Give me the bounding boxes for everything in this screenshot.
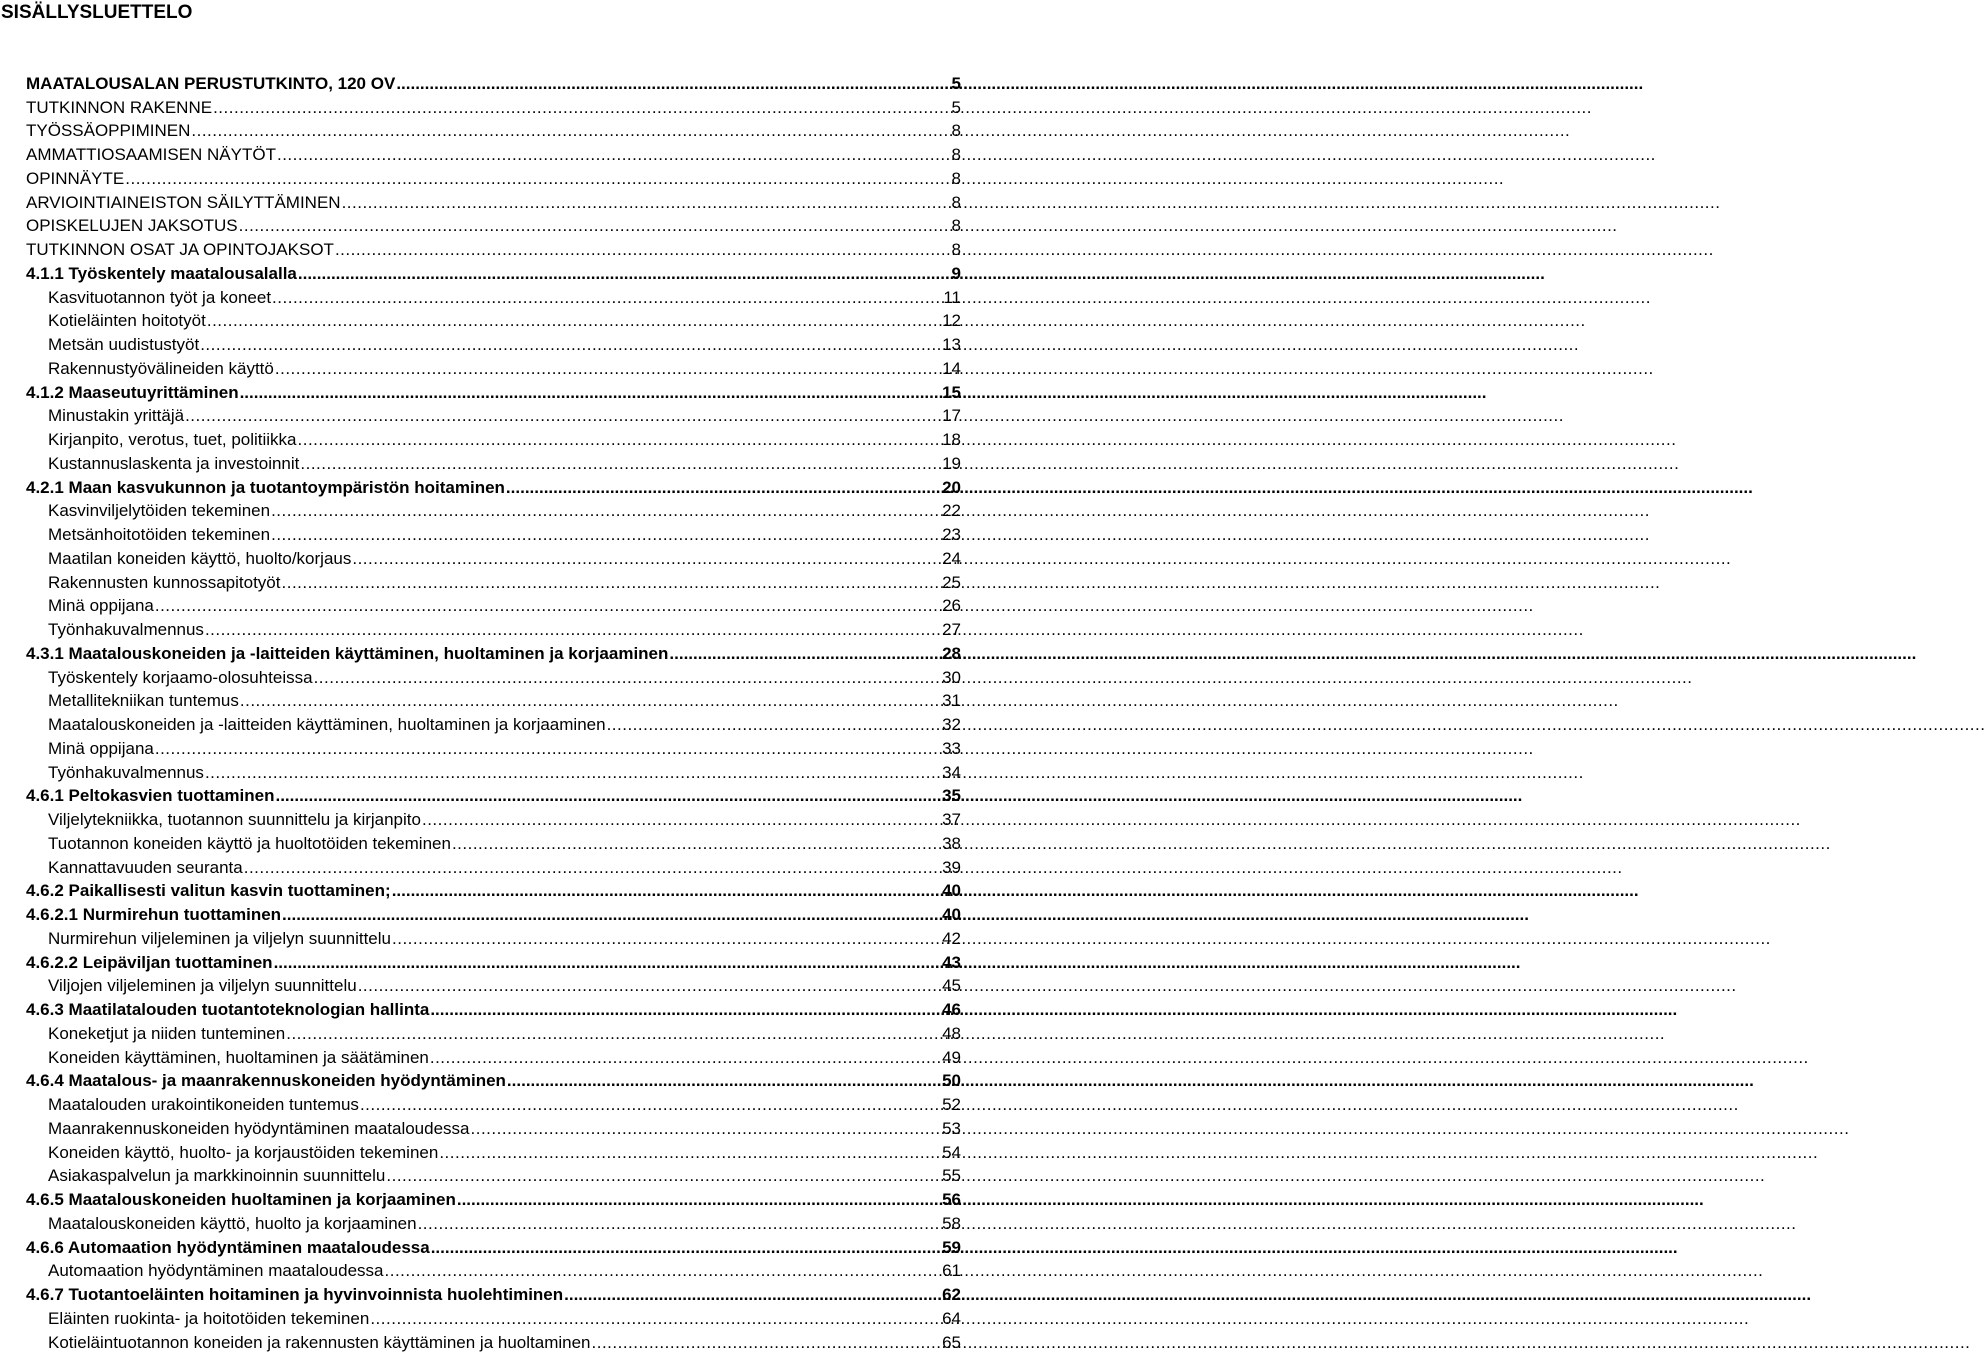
- toc-entry-label: 4.1.1 Työskentely maatalousalalla: [26, 263, 297, 283]
- toc-entry-label: Metsänhoitotöiden tekeminen: [48, 525, 271, 544]
- toc-entry-page-number: 26: [942, 596, 961, 616]
- toc-entry-label: Metallitekniikan tuntemus: [48, 691, 239, 711]
- toc-leader-dots: [431, 1237, 942, 1259]
- toc-entry-label: Työnhakuvalmennus: [48, 620, 204, 639]
- toc-leader-dots: [213, 97, 951, 119]
- toc-entry[interactable]: [26, 214, 961, 238]
- toc-leader-dots: [506, 477, 942, 499]
- toc-entry-page-number: 14: [942, 358, 961, 378]
- toc-leader-dots: [314, 667, 943, 689]
- toc-entry-page-number: 8: [951, 240, 961, 259]
- toc-entry[interactable]: [26, 356, 961, 380]
- toc-entry-page-number: 56: [942, 1190, 961, 1209]
- toc-leader-dots: [396, 73, 951, 95]
- toc-entry-page-number: 62: [942, 1285, 961, 1304]
- toc-leader-dots: [386, 1165, 942, 1187]
- toc-leader-dots: [271, 500, 942, 522]
- toc-entry-page-number: 8: [951, 121, 961, 141]
- toc-leader-dots: [282, 904, 942, 926]
- toc-entry-page-number: 13: [942, 335, 961, 354]
- toc-entry-label: Automaation hyödyntäminen maataloudessa: [48, 1261, 384, 1281]
- toc-leader-dots: [392, 928, 942, 950]
- toc-entry-label: 4.6.2.1 Nurmirehun tuottaminen: [26, 905, 282, 924]
- toc-entry-page-number: 49: [942, 1047, 961, 1067]
- toc-entry-label: AMMATTIOSAAMISEN NÄYTÖT: [26, 145, 276, 164]
- toc-entry-label: Minä oppijana: [48, 596, 154, 616]
- toc-leader-dots: [418, 1213, 943, 1235]
- toc-entry-label: Rakennusten kunnossapitotyöt: [48, 572, 281, 592]
- toc-entry-page-number: 8: [951, 192, 961, 212]
- toc-leader-dots: [422, 809, 942, 831]
- toc-leader-dots: [439, 1142, 942, 1164]
- toc-entry-page-number: 45: [942, 976, 961, 996]
- toc-entry-page-number: 8: [951, 216, 961, 236]
- toc-entry[interactable]: [26, 950, 961, 974]
- toc-entry-label: Minustakin yrittäjä: [48, 406, 185, 426]
- toc-entry[interactable]: [26, 1140, 961, 1164]
- toc-leader-dots: [564, 1284, 942, 1306]
- toc-leader-dots: [272, 287, 943, 309]
- toc-entry[interactable]: [26, 522, 961, 546]
- toc-entry-page-number: 28: [942, 643, 961, 663]
- toc-leader-dots: [125, 168, 951, 190]
- toc-entry-label: Maatilan koneiden käyttö, huolto/korjaus: [48, 548, 352, 568]
- toc-entry-label: Kasvinviljelytöiden tekeminen: [48, 501, 271, 521]
- toc-entry-page-number: 54: [942, 1142, 961, 1162]
- toc-entry[interactable]: [26, 641, 961, 665]
- toc-entry[interactable]: [26, 309, 961, 333]
- toc-leader-dots: [457, 1189, 942, 1211]
- toc-entry[interactable]: [26, 261, 961, 285]
- toc-entry-label: Työskentely korjaamo-olosuhteissa: [48, 667, 313, 687]
- toc-entry[interactable]: [26, 119, 961, 143]
- toc-entry[interactable]: [26, 1164, 961, 1188]
- toc-entry-label: 4.3.1 Maatalouskoneiden ja -laitteiden käyttäminen, huoltaminen ja korjaaminen: [26, 643, 669, 663]
- toc-entry[interactable]: [26, 1187, 961, 1211]
- toc-leader-dots: [274, 952, 943, 974]
- toc-entry-label: Metsän uudistustyöt: [48, 335, 200, 354]
- toc-leader-dots: [286, 1023, 942, 1045]
- toc-leader-dots: [240, 382, 943, 404]
- toc-leader-dots: [298, 263, 952, 285]
- toc-entry-page-number: 37: [942, 810, 961, 829]
- toc-leader-dots: [244, 857, 942, 879]
- toc-entry[interactable]: [26, 831, 961, 855]
- toc-entry-page-number: 33: [942, 738, 961, 758]
- toc-entry[interactable]: [26, 499, 961, 523]
- toc-entry-label: 4.6.7 Tuotantoeläinten hoitaminen ja hyvinvoinnista huolehtiminen: [26, 1285, 564, 1304]
- toc-entry-label: 4.1.2 Maaseutuyrittäminen: [26, 382, 239, 402]
- toc-entry[interactable]: [26, 784, 961, 808]
- toc-entry-page-number: 23: [942, 525, 961, 544]
- toc-entry[interactable]: [26, 427, 961, 451]
- toc-leader-dots: [185, 405, 942, 427]
- toc-leader-dots: [335, 239, 952, 261]
- toc-entry-page-number: 18: [942, 430, 961, 449]
- toc-entry-label: Kirjanpito, verotus, tuet, politiikka: [48, 430, 297, 449]
- toc-entry-label: Tuotannon koneiden käyttö ja huoltotöiden tekeminen: [48, 833, 451, 853]
- toc-entry-label: Koneiden käyttäminen, huoltaminen ja säätäminen: [48, 1047, 429, 1067]
- toc-entry-page-number: 32: [942, 715, 961, 734]
- toc-entry-label: TYÖSSÄOPPIMINEN: [26, 121, 191, 141]
- toc-entry[interactable]: [26, 712, 961, 736]
- toc-entry-label: Viljelytekniikka, tuotannon suunnittelu ja kirjanpito: [48, 810, 421, 829]
- toc-entry-page-number: 43: [942, 952, 961, 972]
- toc-entry-page-number: 8: [951, 145, 961, 164]
- toc-leader-dots: [342, 192, 952, 214]
- toc-entry-page-number: 27: [942, 620, 961, 639]
- toc-entry-label: Maatalouden urakointikoneiden tuntemus: [48, 1095, 359, 1114]
- toc-entry-page-number: 59: [942, 1237, 961, 1257]
- toc-entry-label: Eläinten ruokinta- ja hoitotöiden tekeminen: [48, 1308, 370, 1328]
- toc-entry-label: TUTKINNON OSAT JA OPINTOJAKSOT: [26, 240, 334, 259]
- toc-entry[interactable]: [26, 190, 961, 214]
- toc-entry[interactable]: [26, 332, 961, 356]
- toc-entry-label: Kannattavuuden seuranta: [48, 857, 243, 877]
- toc-entry-label: 4.6.2 Paikallisesti valitun kasvin tuottaminen;: [26, 881, 391, 901]
- toc-leader-dots: [205, 762, 942, 784]
- toc-entry-label: Koneiden käyttö, huolto- ja korjaustöiden tekeminen: [48, 1142, 439, 1162]
- toc-entry[interactable]: [26, 451, 961, 475]
- toc-entry-page-number: 53: [942, 1118, 961, 1138]
- toc-leader-dots: [207, 310, 942, 332]
- toc-entry[interactable]: [26, 1021, 961, 1045]
- toc-leader-dots: [271, 524, 942, 546]
- toc-entry[interactable]: [26, 95, 961, 119]
- toc-entry-page-number: 9: [951, 263, 961, 283]
- toc-entry-label: OPINNÄYTE: [26, 168, 125, 188]
- toc-entry-page-number: 22: [942, 501, 961, 521]
- toc-leader-dots: [191, 120, 951, 142]
- toc-entry-page-number: 19: [942, 453, 961, 473]
- toc-leader-dots: [298, 429, 943, 451]
- toc-leader-dots: [669, 643, 942, 665]
- toc-entry-label: Asiakaspalvelun ja markkinoinnin suunnittelu: [48, 1166, 386, 1186]
- toc-entry-page-number: 40: [942, 905, 961, 924]
- toc-entry-page-number: 42: [942, 928, 961, 948]
- toc-entry[interactable]: [26, 1092, 961, 1116]
- toc-entry-page-number: 25: [942, 572, 961, 592]
- toc-entry-page-number: 34: [942, 762, 961, 782]
- toc-entry-page-number: 12: [942, 311, 961, 331]
- toc-leader-dots: [240, 690, 942, 712]
- toc-leader-dots: [275, 358, 942, 380]
- toc-entry-page-number: 17: [942, 406, 961, 426]
- toc-leader-dots: [360, 1094, 942, 1116]
- toc-entry-label: MAATALOUSALAN PERUSTUTKINTO, 120 OV: [26, 73, 396, 93]
- toc-entry[interactable]: [26, 855, 961, 879]
- toc-entry-label: 4.6.6 Automaation hyödyntäminen maataloudessa: [26, 1237, 430, 1257]
- toc-leader-dots: [452, 833, 942, 855]
- toc-leader-dots: [358, 975, 942, 997]
- toc-entry-label: Kotieläinten hoitotyöt: [48, 311, 206, 331]
- table-of-contents: [26, 71, 961, 1354]
- toc-entry-page-number: 46: [942, 1000, 961, 1019]
- toc-entry-page-number: 11: [943, 287, 961, 307]
- toc-entry[interactable]: [26, 974, 961, 998]
- toc-entry-label: 4.6.5 Maatalouskoneiden huoltaminen ja korjaaminen: [26, 1190, 456, 1209]
- toc-leader-dots: [275, 785, 942, 807]
- toc-entry[interactable]: [26, 166, 961, 190]
- toc-leader-dots: [352, 548, 942, 570]
- toc-leader-dots: [205, 619, 942, 641]
- toc-entry[interactable]: [26, 997, 961, 1021]
- toc-entry[interactable]: [26, 1282, 961, 1306]
- toc-entry[interactable]: [26, 380, 961, 404]
- toc-entry[interactable]: [26, 237, 961, 261]
- toc-entry-page-number: 15: [942, 382, 961, 402]
- toc-entry-label: ARVIOINTIAINEISTON SÄILYTTÄMINEN: [26, 192, 341, 212]
- toc-entry[interactable]: [26, 760, 961, 784]
- toc-entry-label: Kotieläintuotannon koneiden ja rakennusten käyttäminen ja huoltaminen: [48, 1332, 591, 1352]
- toc-entry-page-number: 30: [942, 667, 961, 687]
- toc-entry-label: 4.6.1 Peltokasvien tuottaminen: [26, 786, 275, 806]
- toc-leader-dots: [507, 1070, 942, 1092]
- toc-entry[interactable]: [26, 285, 961, 309]
- toc-entry-page-number: 38: [942, 833, 961, 853]
- toc-entry-page-number: 20: [942, 477, 961, 497]
- toc-entry-page-number: 48: [942, 1023, 961, 1043]
- toc-entry-label: Minä oppijana: [48, 738, 154, 758]
- toc-entry-label: Työnhakuvalmennus: [48, 762, 204, 782]
- toc-leader-dots: [200, 334, 942, 356]
- toc-entry-label: TUTKINNON RAKENNE: [26, 97, 213, 117]
- toc-entry-page-number: 35: [942, 786, 961, 806]
- toc-leader-dots: [370, 1308, 942, 1330]
- toc-entry[interactable]: [26, 570, 961, 594]
- toc-entry[interactable]: [26, 1069, 961, 1093]
- toc-entry[interactable]: [26, 1259, 961, 1283]
- toc-entry[interactable]: [26, 665, 961, 689]
- toc-entry[interactable]: [26, 594, 961, 618]
- toc-entry[interactable]: [26, 546, 961, 570]
- toc-leader-dots: [392, 880, 942, 902]
- toc-entry[interactable]: [26, 1306, 961, 1330]
- toc-entry[interactable]: [26, 475, 961, 499]
- toc-entry-label: Koneketjut ja niiden tunteminen: [48, 1023, 286, 1043]
- toc-entry[interactable]: [26, 1116, 961, 1140]
- toc-entry-label: Maatalouskoneiden ja -laitteiden käyttäminen, huoltaminen ja korjaaminen: [48, 715, 606, 734]
- toc-entry-label: 4.6.3 Maatilatalouden tuotantoteknologian hallinta: [26, 1000, 430, 1019]
- toc-entry[interactable]: [26, 1330, 961, 1354]
- toc-leader-dots: [471, 1118, 943, 1140]
- toc-entry-label: Kustannuslaskenta ja investoinnit: [48, 453, 300, 473]
- toc-leader-dots: [155, 595, 942, 617]
- toc-leader-dots: [430, 999, 942, 1021]
- toc-leader-dots: [155, 738, 942, 760]
- toc-entry-label: Viljojen viljeleminen ja viljelyn suunnittelu: [48, 976, 357, 996]
- toc-leader-dots: [282, 572, 943, 594]
- toc-leader-dots: [592, 1332, 943, 1354]
- toc-entry[interactable]: [26, 142, 961, 166]
- toc-entry-label: 4.6.2.2 Leipäviljan tuottaminen: [26, 952, 273, 972]
- toc-entry-page-number: 58: [942, 1213, 961, 1233]
- toc-entry[interactable]: [26, 689, 961, 713]
- toc-leader-dots: [607, 714, 943, 736]
- toc-entry-page-number: 61: [942, 1261, 961, 1281]
- toc-entry-page-number: 31: [942, 691, 961, 711]
- toc-entry-label: Kasvituotannon työt ja koneet: [48, 287, 272, 307]
- toc-entry[interactable]: [26, 1211, 961, 1235]
- toc-entry-label: OPISKELUJEN JAKSOTUS: [26, 216, 238, 236]
- toc-entry-label: 4.6.4 Maatalous- ja maanrakennuskoneiden hyödyntäminen: [26, 1071, 506, 1091]
- toc-entry[interactable]: [26, 617, 961, 641]
- toc-entry-page-number: 5: [951, 73, 961, 93]
- toc-entry-label: Maatalouskoneiden käyttö, huolto ja korjaaminen: [48, 1213, 417, 1233]
- toc-leader-dots: [385, 1260, 943, 1282]
- toc-leader-dots: [300, 453, 942, 475]
- toc-entry-label: Rakennustyövälineiden käyttö: [48, 358, 274, 378]
- toc-entry[interactable]: [26, 71, 961, 95]
- toc-entry-page-number: 52: [942, 1095, 961, 1114]
- toc-entry-label: Maanrakennuskoneiden hyödyntäminen maataloudessa: [48, 1118, 470, 1138]
- page-title: SISÄLLYSLUETTELO: [1, 2, 193, 23]
- toc-entry-page-number: 65: [942, 1332, 961, 1352]
- toc-leader-dots: [430, 1047, 942, 1069]
- toc-entry[interactable]: [26, 1045, 961, 1069]
- toc-entry-label: 4.2.1 Maan kasvukunnon ja tuotantoympäristön hoitaminen: [26, 477, 505, 497]
- toc-entry[interactable]: [26, 926, 961, 950]
- toc-entry-page-number: 5: [951, 97, 961, 117]
- toc-entry[interactable]: [26, 807, 961, 831]
- toc-leader-dots: [239, 215, 952, 237]
- toc-entry-page-number: 39: [942, 857, 961, 877]
- toc-entry-page-number: 50: [942, 1071, 961, 1091]
- toc-entry-page-number: 55: [942, 1166, 961, 1186]
- toc-entry-page-number: 8: [951, 168, 961, 188]
- toc-entry-page-number: 40: [942, 881, 961, 901]
- toc-leader-dots: [277, 144, 952, 166]
- toc-entry-label: Nurmirehun viljeleminen ja viljelyn suunnittelu: [48, 928, 391, 948]
- toc-entry[interactable]: [26, 1235, 961, 1259]
- toc-entry[interactable]: [26, 736, 961, 760]
- toc-entry[interactable]: [26, 879, 961, 903]
- toc-entry[interactable]: [26, 404, 961, 428]
- toc-entry[interactable]: [26, 902, 961, 926]
- toc-entry-page-number: 24: [942, 548, 961, 568]
- toc-entry-page-number: 64: [942, 1308, 961, 1328]
